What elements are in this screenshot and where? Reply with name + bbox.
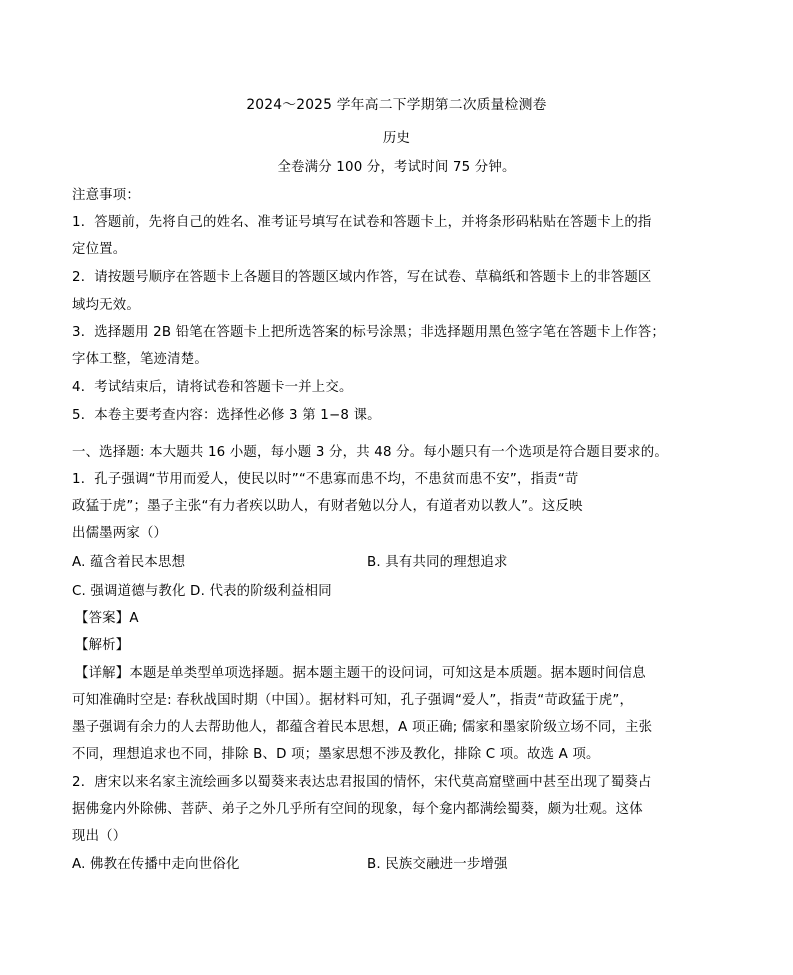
subject-label: 历史	[382, 131, 411, 146]
notice-line: 3．选择题用 2B 铅笔在答题卡上把所选答案的标号涂黑；非选择题用黑色签字笔在答题卡上作答；	[72, 325, 665, 340]
notice-line: 2．请按题号顺序在答题卡上各题目的答题区域内作答，写在试卷、草稿纸和答题卡上的非答题区	[72, 270, 652, 285]
q1-option-cd: C. 强调道德与教化 D. 代表的阶级利益相同	[72, 584, 332, 599]
notice-line: 1．答题前，先将自己的姓名、准考证号填写在试卷和答题卡上，并将条形码粘贴在答题卡上的指	[72, 215, 652, 230]
q1-stem-line: 出儒墨两家（）	[72, 526, 168, 541]
q2-stem-line: 2．唐宋以来名家主流绘画多以蜀葵来表达忠君报国的情怀，宋代莫高窟壁画中甚至出现了蜀葵占	[72, 775, 652, 790]
q1-answer: 【答案】A	[75, 611, 139, 626]
notice-line: 4．考试结束后，请将试卷和答题卡一并上交。	[72, 380, 353, 395]
q2-option-a: A. 佛教在传播中走向世俗化	[72, 857, 240, 872]
q2-stem-line: 现出（）	[72, 829, 127, 844]
q1-analysis-line: 可知准确时空是: 春秋战国时期（中国）。据材料可知，孔子强调“爱人”，指责“苛政猛于虎”，	[72, 693, 634, 708]
notice-line: 域均无效。	[72, 298, 140, 313]
q1-analysis-line: 不同，理想追求也不同，排除 B、D 项；墨家思想不涉及教化，排除 C 项。故选 A 项。	[72, 747, 600, 762]
notice-line: 定位置。	[72, 242, 127, 257]
q1-analysis-line: 墨子强调有余力的人去帮助他人，都蕴含着民本思想，A 项正确; 儒家和墨家阶级立场不同，主张	[72, 720, 653, 735]
q1-option-b: B. 具有共同的理想追求	[367, 555, 508, 570]
section-heading: 一、选择题: 本大题共 16 小题，每小题 3 分，共 48 分。每小题只有一个选项是符合题目要求的。	[72, 445, 668, 460]
q1-stem-line: 政猛于虎”；墨子主张“有力者疾以助人，有财者勉以分人，有道者劝以教人”。这反映	[72, 499, 583, 514]
q1-stem-line: 1．孔子强调“节用而爱人，使民以时”“不患寡而患不均，不患贫而患不安”，指责“苛	[72, 472, 579, 487]
notice-heading: 注意事项：	[72, 188, 140, 203]
exam-title: 2024～2025 学年高二下学期第二次质量检测卷	[246, 97, 547, 113]
notice-line: 字体工整，笔迹清楚。	[72, 352, 208, 367]
q2-stem-line: 据佛龛内外除佛、菩萨、弟子之外几乎所有空间的现象，每个龛内都满绘蜀葵，颇为壮观。这体	[72, 802, 643, 817]
q1-option-a: A. 蕴含着民本思想	[72, 555, 186, 570]
score-info: 全卷满分 100 分，考试时间 75 分钟。	[277, 160, 516, 175]
notice-line: 5．本卷主要考查内容：选择性必修 3 第 1−8 课。	[72, 408, 381, 423]
q2-option-b: B. 民族交融进一步增强	[367, 857, 508, 872]
q1-analysis-label: 【解析】	[75, 638, 130, 653]
q1-analysis-line: 【详解】本题是单类型单项选择题。据本题主题干的设问词，可知这是本质题。据本题时间信息	[75, 666, 646, 681]
